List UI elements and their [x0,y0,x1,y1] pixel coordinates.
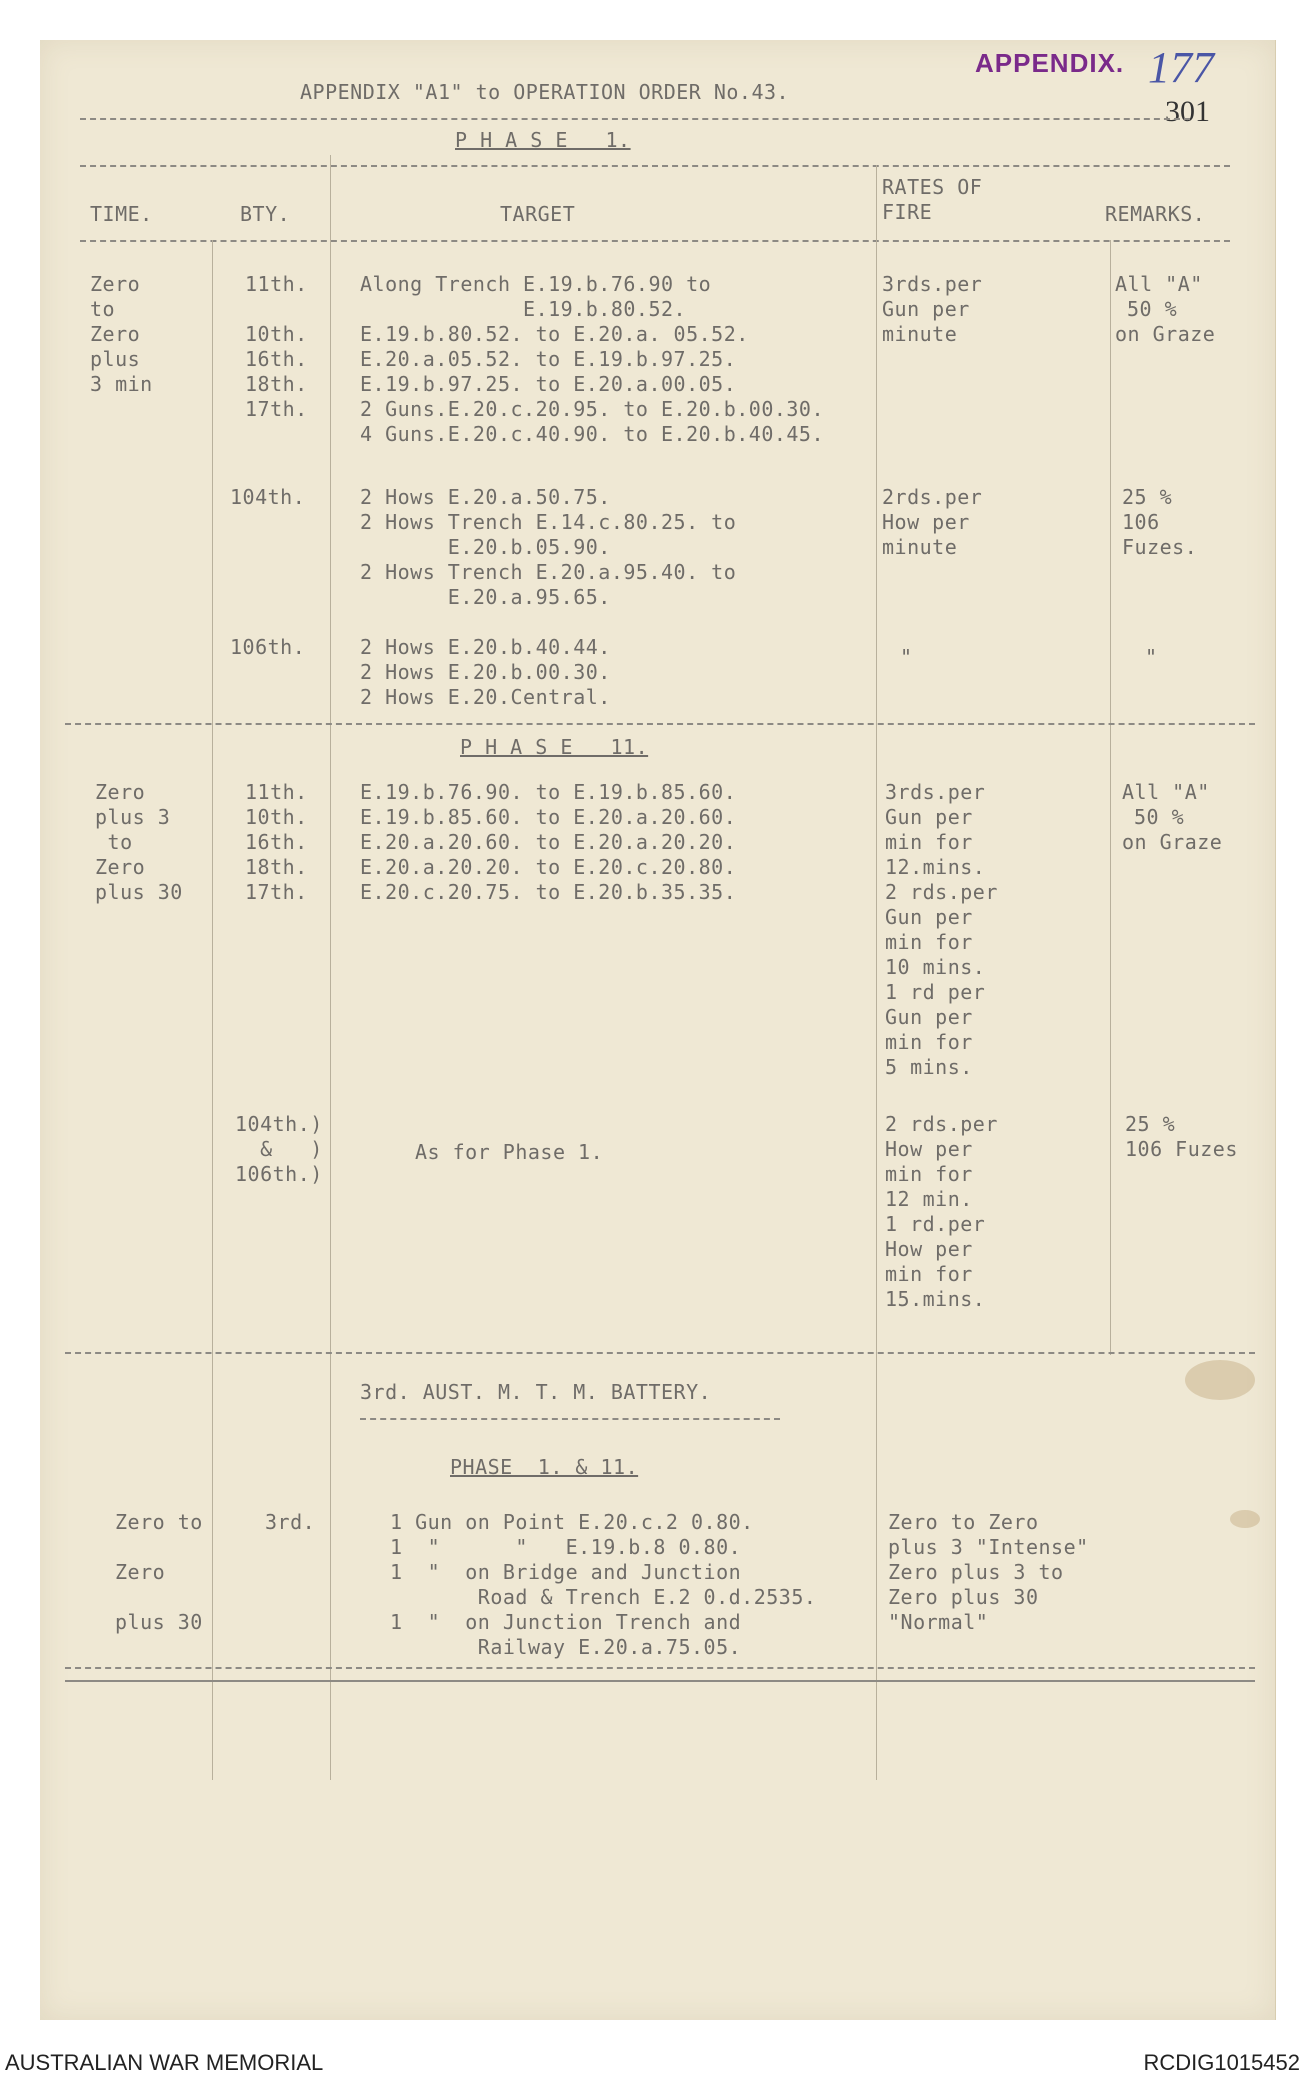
target-line: 2 Hows E.20.b.40.44. [360,635,611,659]
column-header-remarks: REMARKS. [1105,202,1206,226]
remark-line: on Graze [1115,322,1216,346]
battery-label: 11th. [245,272,308,296]
rate-line: min for [885,1262,973,1286]
target-line: E.20.c.20.75. to E.20.b.35.35. [360,880,737,904]
time-line: plus 30 [95,880,183,904]
time-line: Zero [90,322,141,346]
target-line: 2 Hows E.20.Central. [360,685,611,709]
phase-2-battery-list-b [235,1112,323,1187]
battery-label: 17th. [245,880,308,904]
phase-2-rates [885,780,998,1080]
battery-label: 16th. [245,347,308,371]
remark-line: 50 % [1127,297,1178,321]
column-rule [212,240,213,1780]
phase-2-target-list [360,780,736,905]
divider [65,723,1255,725]
divider [360,1418,780,1420]
rate-line: 1 rd per [885,980,986,1004]
phase-2-label: P H A S E 11. [460,735,649,759]
time-line: to [95,830,133,854]
rate-line: How per [882,510,970,534]
phase-1-target-list-c [360,635,611,710]
target-line: 2 Hows Trench E.20.a.95.40. to [360,560,737,584]
divider [80,240,1230,242]
time-line: plus [90,347,141,371]
column-header-target: TARGET [500,202,576,226]
rate-line: 2 rds.per [885,1112,998,1136]
remark-line: on Graze [1122,830,1223,854]
battery-label: 16th. [245,830,308,854]
target-line: 2 Hows Trench E.14.c.80.25. to [360,510,737,534]
remark-line: 25 % [1125,1112,1176,1136]
phase-2-remarks-b [1125,1112,1238,1162]
column-rule [876,165,877,1780]
rate-line: How per [885,1237,973,1261]
target-line: 1 " on Junction Trench and [390,1610,742,1634]
column-rule [330,155,331,1780]
remark-line: 25 % [1122,485,1173,509]
phase-1-rates-b [882,485,982,560]
remark-line: 106 [1122,510,1160,534]
phase-1-target-list-b [360,485,736,610]
mtm-battery-title: 3rd. AUST. M. T. M. BATTERY. [360,1380,712,1404]
target-line: 2 Guns.E.20.c.20.95. to E.20.b.00.30. [360,397,825,421]
target-line: Along Trench E.19.b.76.90 to [360,272,712,296]
rate-line: 3rds.per [885,780,986,804]
rate-ditto: " [900,645,913,669]
rate-line: min for [885,1030,973,1054]
time-line: to [90,297,116,321]
rate-line: Zero plus 3 to [888,1560,1064,1584]
remark-line: All "A" [1115,272,1203,296]
rate-line: 5 mins. [885,1055,973,1079]
time-line: plus 30 [115,1610,203,1634]
rate-line: 12.mins. [885,855,986,879]
column-header-rates-line2: FIRE [882,200,933,224]
remark-line: All "A" [1122,780,1210,804]
battery-label: 18th. [245,372,308,396]
divider [80,165,1230,167]
phase-2-battery-list [245,780,308,905]
divider [65,1680,1255,1682]
battery-label: 10th. [245,322,308,346]
battery-label: 104th. [230,485,306,509]
stain-mark [1185,1360,1255,1400]
divider [80,118,1190,120]
time-line: Zero [95,855,146,879]
phase-1-remarks-b [1122,485,1197,560]
document-title: APPENDIX "A1" to OPERATION ORDER No.43. [300,80,790,104]
rate-line: min for [885,830,973,854]
phase-2-remarks [1122,780,1222,855]
rate-line: 12 min. [885,1187,973,1211]
phase-1-label: P H A S E 1. [455,128,631,152]
phase-2-time [95,780,183,905]
battery-label: 3rd. [265,1510,316,1534]
battery-label: & ) [235,1137,323,1161]
target-line: E.20.a.95.65. [360,585,611,609]
battery-label: 106th. [230,635,306,659]
column-rule [1110,240,1111,1355]
time-line: Zero [115,1560,166,1584]
appendix-number: 177 [1148,43,1214,92]
target-line: 2 Hows E.20.b.00.30. [360,660,611,684]
appendix-stamp: APPENDIX. [975,48,1125,78]
mtm-rates [888,1510,1089,1635]
target-line: 1 " on Bridge and Junction [390,1560,742,1584]
phase-1-battery-list [245,272,308,422]
column-header-time: TIME. [90,202,153,226]
phase-1-time [90,272,153,397]
phase-1-rates [882,272,982,347]
document-page [40,40,1276,2020]
battery-label: 17th. [245,397,308,421]
remark-line: Fuzes. [1122,535,1198,559]
battery-label: 10th. [245,805,308,829]
rate-line: min for [885,1162,973,1186]
target-line: Road & Trench E.2 0.d.2535. [390,1585,817,1609]
phase-1-target-list [360,272,824,447]
phase-2-rates-b [885,1112,998,1312]
target-line: 2 Hows E.20.a.50.75. [360,485,611,509]
target-line: As for Phase 1. [415,1140,604,1164]
target-line: E.20.a.20.60. to E.20.a.20.20. [360,830,737,854]
divider [65,1667,1255,1669]
remark-ditto: " [1145,645,1158,669]
rate-line: 2rds.per [882,485,983,509]
rate-line: plus 3 "Intense" [888,1535,1089,1559]
battery-label: 18th. [245,855,308,879]
target-line: Railway E.20.a.75.05. [390,1635,742,1659]
battery-label: 106th.) [235,1162,323,1186]
column-header-bty: BTY. [240,202,291,226]
rate-line: 1 rd.per [885,1212,986,1236]
remark-line: 50 % [1134,805,1185,829]
rate-line: 2 rds.per [885,880,998,904]
rate-line: minute [882,322,958,346]
battery-label: 11th. [245,780,308,804]
target-line: E.20.b.05.90. [360,535,611,559]
target-line: 1 Gun on Point E.20.c.2 0.80. [390,1510,754,1534]
time-line: Zero to [115,1510,203,1534]
target-line: E.19.b.97.25. to E.20.a.00.05. [360,372,737,396]
phase-1-remarks [1115,272,1215,347]
target-line: E.19.b.76.90. to E.19.b.85.60. [360,780,737,804]
time-line: plus 3 [95,805,171,829]
rate-line: 15.mins. [885,1287,986,1311]
remark-line: 106 Fuzes [1125,1137,1238,1161]
page-number: 301 [1165,95,1210,128]
rate-line: "Normal" [888,1610,989,1634]
rate-line: min for [885,930,973,954]
divider [65,1352,1255,1354]
time-line: 3 min [90,372,153,396]
rate-line: Zero to Zero [888,1510,1039,1534]
target-line: E.19.b.80.52. to E.20.a. 05.52. [360,322,749,346]
target-line: E.20.a.05.52. to E.19.b.97.25. [360,347,737,371]
footer-institution: AUSTRALIAN WAR MEMORIAL [5,2050,324,2075]
rate-line: minute [882,535,958,559]
column-header-rates-line1: RATES OF [882,175,983,199]
battery-label: 104th.) [235,1112,323,1136]
rate-line: Gun per [885,805,973,829]
battery-label [245,297,308,322]
rate-line: How per [885,1137,973,1161]
stain-mark [1230,1510,1260,1528]
target-line: E.19.b.80.52. [360,297,687,321]
rate-line: Zero plus 30 [888,1585,1039,1609]
rate-line: Gun per [882,297,970,321]
target-line: 4 Guns.E.20.c.40.90. to E.20.b.40.45. [360,422,825,446]
time-line: Zero [90,272,141,296]
mtm-target-list [390,1510,816,1660]
target-line: E.20.a.20.20. to E.20.c.20.80. [360,855,737,879]
target-line: 1 " " E.19.b.8 0.80. [390,1535,742,1559]
time-line: Zero [95,780,146,804]
target-line: E.19.b.85.60. to E.20.a.20.60. [360,805,737,829]
rate-line: Gun per [885,1005,973,1029]
rate-line: Gun per [885,905,973,929]
rate-line: 10 mins. [885,955,986,979]
rate-line: 3rds.per [882,272,983,296]
mtm-phase-label: PHASE 1. & 11. [450,1455,639,1479]
footer-record-id: RCDIG1015452 [1143,2050,1300,2075]
